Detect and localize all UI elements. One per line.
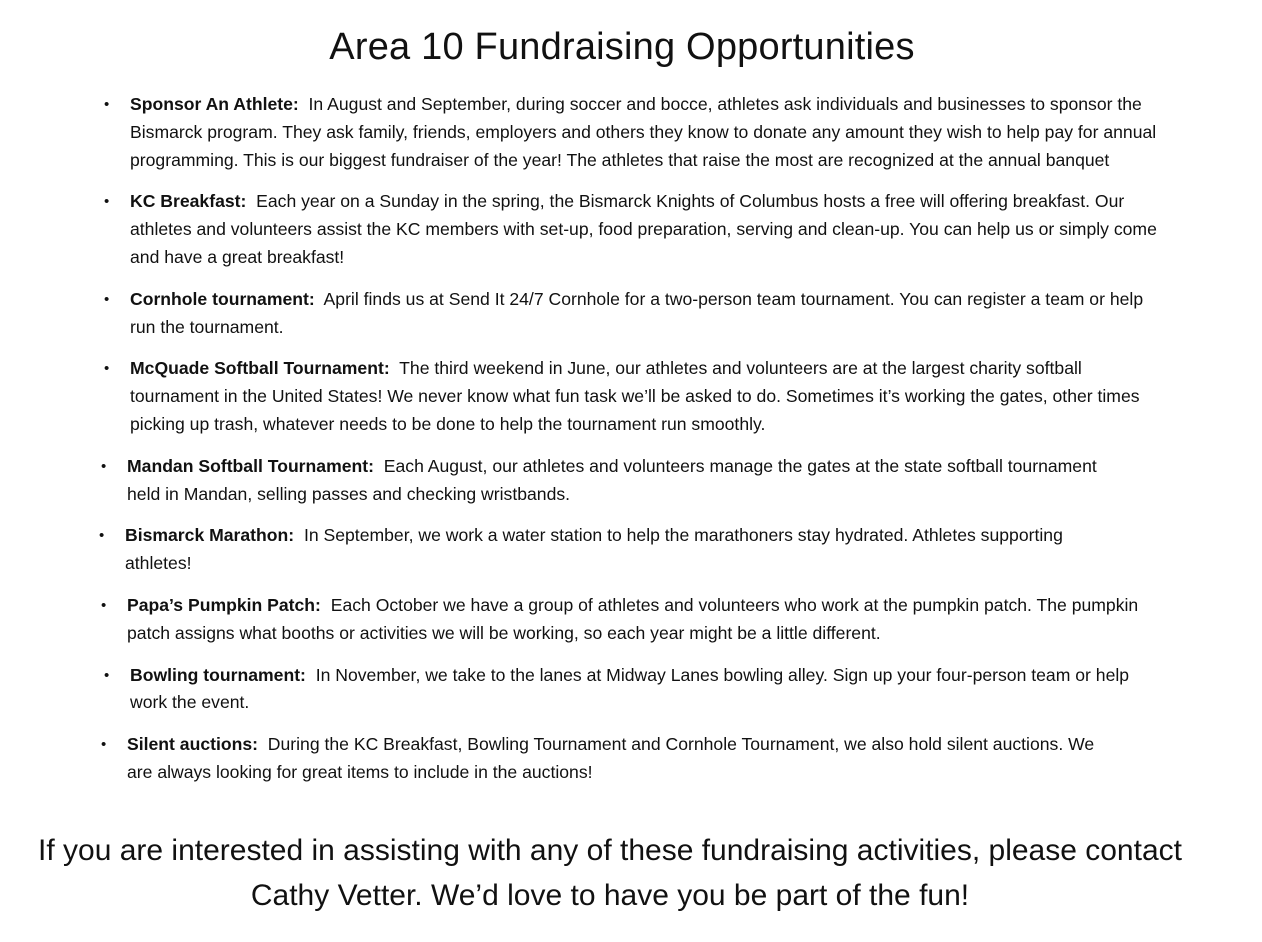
list-item-bismarck-marathon [0,522,1100,578]
item-text: Each August, our athletes and volunteers manage the gates at the state softball tournament held in Mandan, selling passes and checking wristbands. [127,455,1097,504]
list-item-papas-pumpkin-patch [0,592,1157,648]
list-item-mandan-softball [0,453,1132,509]
bullet-icon: • [104,666,110,684]
list-item-bowling-tournament [0,662,1145,718]
bullet-icon: • [101,736,107,754]
bullet-icon: • [104,96,110,113]
item-title: McQuade Softball Tournament: [130,358,390,379]
item-text: The third weekend in June, our athletes and volunteers are at the largest charity softball tournament in the United States! We never know what fun task we’ll be asked to do. Sometimes it’s working the gates, other times picking up trash, whatever needs to be done to help the tournament run smoothly. [130,358,1140,434]
item-text: Each October we have a group of athletes and volunteers who work at the pumpkin patch. The pumpkin patch assigns what booths or activities we will be working, so each year might be a little different. [127,594,1139,643]
item-title: Sponsor An Athlete: [130,94,299,114]
list-item-sponsor-an-athlete [0,91,1170,174]
bullet-icon: • [101,457,107,475]
bullet-icon: • [101,596,107,614]
bullet-icon: • [104,193,110,211]
item-text: In August and September, during soccer and bocce, athletes ask individuals and businesses to sponsor the Bismarck program. They ask family, friends, employers and others they know to donate any amount they wish to help pay for annual programming. This is our biggest fundraiser of the year! The athletes that raise the most are recognized at the annual banquet [130,94,1157,170]
page-title: Area 10 Fundraising Opportunities [329,26,915,68]
item-text: Each year on a Sunday in the spring, the Bismarck Knights of Columbus hosts a free will offering breakfast. Our athletes and volunteers assist the KC members with set-up, food preparation, serving and clean-up. You can help us or simply come and have a great breakfast! [130,191,1157,267]
item-text: April finds us at Send It 24/7 Cornhole for a two-person team tournament. You can register a team or help run the tournament. [130,288,1144,337]
list-item-mcquade-softball [0,355,1165,438]
item-text: During the KC Breakfast, Bowling Tournament and Cornhole Tournament, we also hold silent auctions. We are always looking for great items to include in the auctions! [127,734,1095,782]
item-title: Cornhole tournament: [130,288,315,309]
item-title: KC Breakfast: [130,191,247,212]
fundraising-list [0,91,1262,801]
bullet-icon: • [104,290,110,308]
bullet-icon: • [104,360,110,378]
item-text: In September, we work a water station to help the marathoners stay hydrated. Athletes supporting athletes! [125,525,1063,574]
item-title: Papa’s Pumpkin Patch: [127,594,321,615]
list-item-silent-auctions [0,731,1112,787]
closing-message: If you are interested in assisting with any of these fundraising activities, please contact Cathy Vetter. We’d love to have you be part of the fun! [38,834,1182,912]
item-title: Bowling tournament: [130,664,306,685]
item-text: In November, we take to the lanes at Midway Lanes bowling alley. Sign up your four-person team or help work the event. [130,664,1130,713]
list-item-cornhole-tournament [0,286,1160,342]
item-title: Bismarck Marathon: [125,525,295,546]
bullet-icon: • [99,527,105,545]
item-title: Silent auctions: [127,734,258,755]
list-item-kc-breakfast [0,188,1170,271]
item-title: Mandan Softball Tournament: [127,455,374,476]
